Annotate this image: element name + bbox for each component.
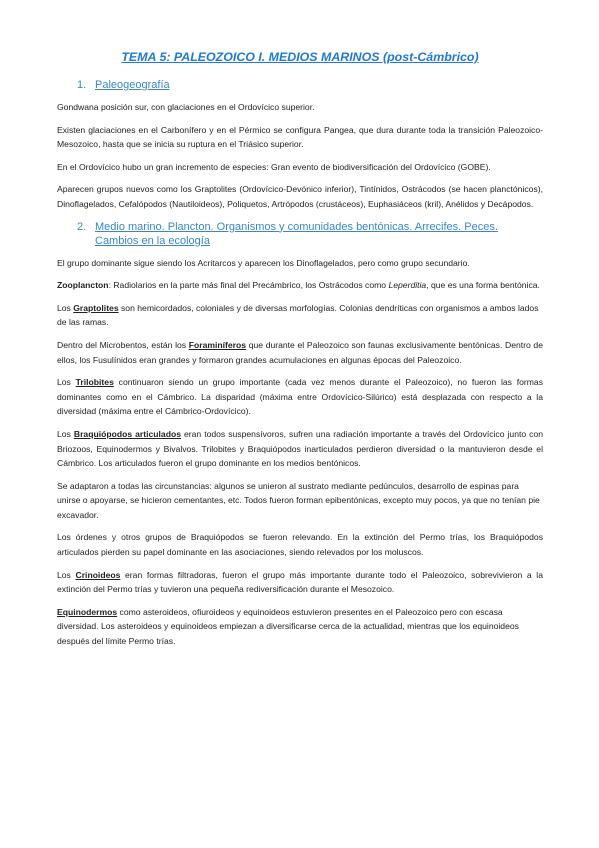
term-zooplancton: Zooplancton — [57, 280, 109, 291]
zooplancton-text-b: , que es una forma bentónica. — [426, 280, 540, 291]
foraminiferos-prefix: Dentro del Microbentos, están los — [57, 339, 189, 350]
graptolites-text: son hemicordados, coloniales y de diversas morfologías. Colonias dendríticas con organismos a ambos lados de las ramas. — [57, 302, 539, 328]
paragraph-crinoideos — [57, 568, 543, 597]
paragraph-ordenes: Los órdenes y otros grupos de Braquiópodos se fueron relevando. En la extinción del Permo trías, los Braquiópodos articulados pierden su papel dominante en las asociaciones, siendo relevados por los moluscos. — [57, 532, 543, 558]
section-1-heading — [57, 78, 543, 92]
braquiopodos-text: eran todos suspensívoros, sufren una radiación importante a través del Ordovícico junto con Briozoos, Equinodermos y Bivalvos. Trilobites y Braquiópodos inarticulados perdieron diversidad o la mantuvieron desde el Cámbrico. Los articulados fueron el grupo dominante en los medios bentónicos. — [57, 428, 543, 469]
trilobites-text: continuaron siendo un grupo importante (cada vez menos durante el Paleozoico), no fueron las formas dominantes como en el Cámbrico. La disparidad (máxima entre Ordovícico-Silúrico) está desplazada con respecto a la diversidad (máxima entre el Cámbrico-Ordovícico). — [57, 377, 544, 417]
page-title: TEMA 5: PALEOZOICO I. MEDIOS MARINOS (post-Cámbrico) — [121, 50, 479, 64]
paragraph-graptolites — [57, 301, 543, 330]
term-leperditia: Leperditia — [388, 280, 427, 291]
zooplancton-text-a: : Radiolarios en la parte más final del Precámbrico, los Ostrácodos como — [108, 280, 389, 291]
section-2-title: Medio marino. Plancton. Organismos y comunidades bentónicas. Arrecifes. Peces. Cambios en la ecología — [95, 220, 498, 247]
section-1-number: 1. — [77, 79, 87, 91]
paragraph-braquiopodos — [57, 427, 543, 471]
paragraph-foraminiferos — [57, 338, 543, 367]
paragraph-trilobites — [57, 375, 543, 419]
paragraph-adaptaciones: Se adaptaron a todas las circunstancias: algunos se unieron al sustrato mediante pedúnculos, desarrollo de espinas para unirse o apoyarse, se hicieron cementantes, etc. Todos fueron forman epibentónicas, excepto muy pocos, ya que no tenían pie excavador. — [57, 480, 540, 520]
term-equinodermos: Equinodermos — [57, 606, 118, 617]
section-1-title: Paleogeografía — [95, 79, 170, 91]
term-trilobites: Trilobites — [75, 377, 114, 388]
equinodermos-text: como asteroideos, ofiuroideos y equinoideos estuvieron presentes en el Paleozoico pero con escasa diversidad. Los asteroideos y equinoideos empiezan a diversificarse cerca de la actualidad, mientras que los equinoideos después del límite Permo trías. — [57, 606, 519, 647]
paragraph-grupo-dominante: El grupo dominante sigue siendo los Acritarcos y aparecen los Dinoflagelados, pero como grupo secundario. — [57, 257, 470, 268]
trilobites-prefix: Los — [57, 377, 76, 388]
term-graptolites: Graptolites — [73, 302, 119, 313]
graptolites-prefix: Los — [57, 302, 74, 313]
term-braquiopodos: Braquiópodos articulados — [73, 428, 181, 439]
paragraph-grupos-nuevos: Aparecen grupos nuevos como los Graptolites (Ordovícico-Devónico inferior), Tintínidos, Ostrácodos (se hacen planctónicos), Dinoflagelados, Cefalópodos (Nautiloideos), Poliquetos, Artrópodos (crustáceos), Euphasiáceos (kril), Anélidos y Decápodos. — [57, 184, 543, 209]
section-2-number: 2. — [77, 220, 87, 233]
term-foraminiferos: Foraminíferos — [188, 339, 247, 350]
paragraph-equinodermos — [57, 605, 543, 649]
term-crinoideos: Crinoideos — [75, 569, 121, 580]
document-page — [57, 50, 543, 657]
section-2-heading — [57, 220, 543, 248]
paragraph-zooplancton — [57, 278, 543, 293]
braquiopodos-prefix: Los — [57, 428, 74, 439]
paragraph-glaciaciones: Existen glaciaciones en el Carbonífero y en el Pérmico se configura Pangea, que dura durante toda la transición Paleozoico-Mesozoico, hasta que se inicia su ruptura en el Triásico superior. — [57, 124, 543, 150]
paragraph-gobe: En el Ordovícico hubo un gran incremento de especies: Gran evento de biodiversificación del Ordovícico (GOBE). — [57, 161, 491, 172]
crinoideos-text: eran formas filtradoras, fueron el grupo más importante durante todo el Paleozoico, sobrevivieron a la extinción del Permo trías y tuvieron una pequeña rediversificación durante el Mesozoico. — [57, 569, 543, 595]
crinoideos-prefix: Los — [57, 569, 76, 580]
paragraph-gondwana: Gondwana posición sur, con glaciaciones en el Ordovícico superior. — [57, 102, 315, 112]
foraminiferos-text: que durante el Paleozoico son faunas exclusivamente bentónicas. Dentro de ellos, los Fusulínidos eran grandes y formaron grandes acumulaciones en algunas épocas del Paleozoico. — [57, 339, 543, 365]
